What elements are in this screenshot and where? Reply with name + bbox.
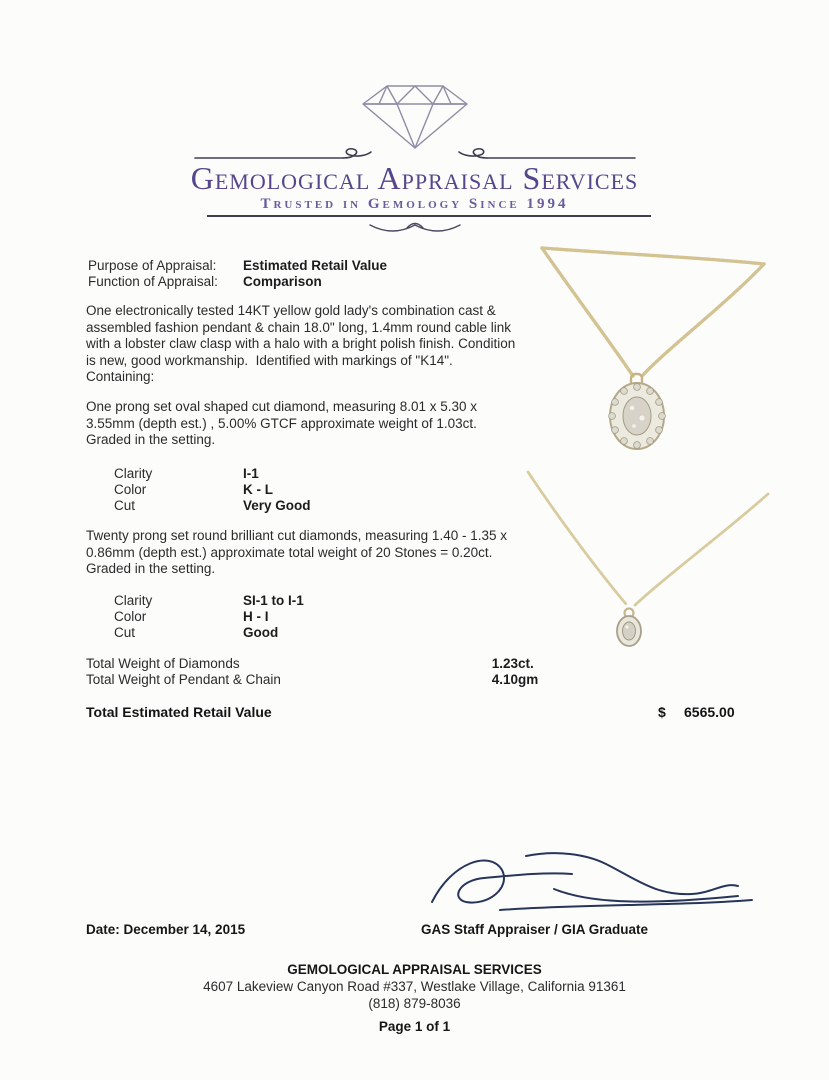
function-value: Comparison: [243, 273, 322, 289]
cut-label: Cut: [114, 497, 136, 513]
total-retail-label: Total Estimated Retail Value: [86, 704, 272, 720]
currency-symbol: $: [658, 704, 666, 720]
footer-phone: (818) 879-8036: [368, 996, 461, 1011]
stone2-cut-row: [114, 625, 514, 641]
clarity-label: Clarity: [114, 466, 153, 481]
total-retail-row: [86, 704, 786, 720]
halo-pendant-necklace-photo: [512, 246, 780, 475]
total-retail-amount: 6565.00: [684, 704, 735, 720]
color-label: Color: [114, 481, 147, 497]
header-rule: [207, 215, 651, 217]
total-weight-pendant-label: Total Weight of Pendant & Chain: [86, 671, 281, 687]
color-label: Color: [114, 608, 147, 624]
color-value: K - L: [243, 481, 273, 497]
stone2-clarity-row: [114, 593, 514, 609]
header-flourish-icon: [360, 219, 470, 242]
cut-label: Cut: [114, 624, 136, 640]
page-number: Page 1 of 1: [378, 1019, 451, 1034]
stone2-grades: [114, 593, 514, 640]
function-row: [88, 274, 568, 290]
clarity-value: I-1: [243, 466, 259, 481]
purpose-row: [88, 258, 568, 274]
footer-address: 4607 Lakeview Canyon Road #337, Westlake Village, California 91361: [203, 979, 626, 994]
cut-value: Good: [243, 624, 279, 640]
purpose-value: Estimated Retail Value: [243, 258, 388, 273]
appraisal-date: Date: December 14, 2015: [86, 922, 246, 937]
clarity-label: Clarity: [114, 593, 153, 608]
company-name: Gemological Appraisal Services: [190, 160, 639, 196]
cut-value: Very Good: [243, 497, 311, 513]
clarity-value: SI-1 to I-1: [243, 593, 304, 608]
stone1-clarity-row: [114, 466, 514, 482]
stone1-color-row: [114, 482, 514, 498]
function-label: Function of Appraisal:: [88, 273, 218, 289]
stone2-description: Twenty prong set round brilliant cut diamonds, measuring 1.40 - 1.35 x 0.86mm (depth est.) approximate total weight of 20 Stones = 0.20ct. Graded in the setting.: [86, 528, 511, 576]
purpose-label: Purpose of Appraisal:: [88, 258, 217, 273]
company-tagline: Trusted in Gemology Since 1994: [260, 196, 569, 212]
stone1-grades: [114, 466, 514, 513]
stone1-cut-row: [114, 498, 514, 514]
stone1-description: One prong set oval shaped cut diamond, measuring 8.01 x 5.30 x 3.55mm (depth est.) , 5.00% GTCF approximate weight of 1.03ct. Graded in the setting.: [86, 399, 481, 447]
appraiser-signature-ink: [404, 844, 776, 933]
color-value: H - I: [243, 608, 269, 624]
total-weight-pendant-row: [86, 672, 786, 688]
total-weight-diamonds-value: 1.23ct.: [491, 656, 534, 671]
total-weight-pendant-value: 4.10gm: [491, 671, 539, 687]
appraiser-title: GAS Staff Appraiser / GIA Graduate: [421, 922, 649, 937]
stone2-color-row: [114, 609, 514, 625]
item-description: One electronically tested 14KT yellow gold lady's combination cast & assembled fashion pendant & chain 18.0" long, 1.4mm round cable link with a lobster claw clasp with a halo with a bright polish finish. Condition is new, good workmanship. Identified with markings of "K14". Containing:: [86, 303, 519, 384]
total-weight-diamonds-label: Total Weight of Diamonds: [86, 656, 240, 671]
footer-company: GEMOLOGICAL APPRAISAL SERVICES: [287, 962, 542, 977]
small-pendant-necklace-photo: [522, 466, 774, 663]
